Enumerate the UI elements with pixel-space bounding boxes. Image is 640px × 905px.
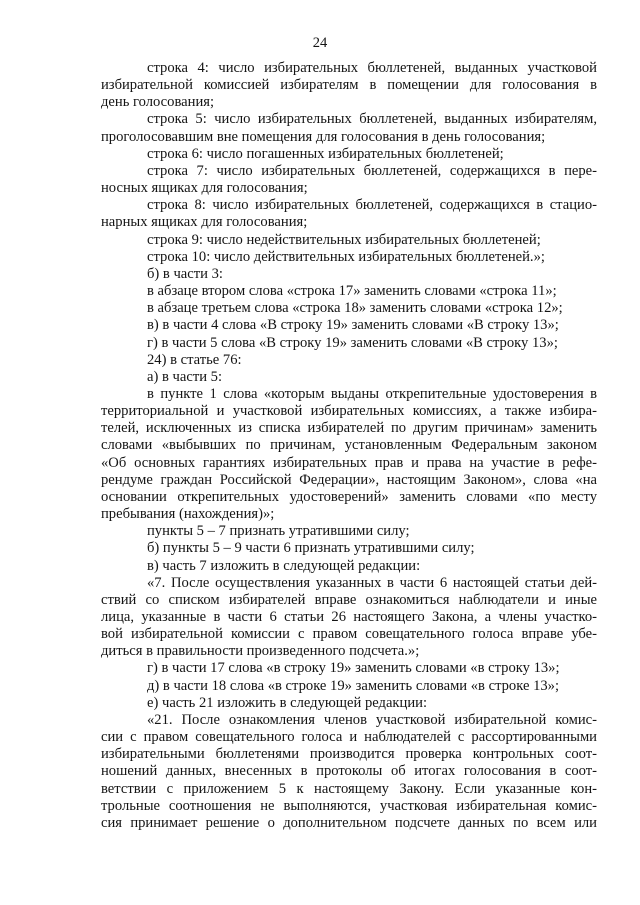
text-line: избирательной комиссией избирателям в помещении для голосования в xyxy=(101,77,597,94)
text-line: избирательными бюллетенями производится проверка контрольных соот- xyxy=(101,746,597,763)
text-line: сии с правом совещательного голоса и наблюдателей с рассортированными xyxy=(101,729,597,746)
text-line: в абзаце втором слова «строка 17» заменить словами «строка 11»; xyxy=(147,283,557,300)
text-line: в пункте 1 слова «которым выданы открепительные удостоверения в xyxy=(147,385,597,402)
page-number: 24 xyxy=(312,35,328,51)
text-line: г) в части 17 слова «в строку 19» заменить словами «в строку 13»; xyxy=(147,660,560,677)
text-line: диться в правильности произведенного подсчета.»; xyxy=(101,643,420,660)
text-line: «Об основных гарантиях избирательных прав и права на участие в рефе- xyxy=(101,454,597,471)
text-line: ношений данных, внесенных в протоколы об итогах голосования в соот- xyxy=(101,763,597,780)
text-line: б) в части 3: xyxy=(147,265,223,282)
text-line: носных ящиках для голосования; xyxy=(101,180,308,197)
text-line: в абзаце третьем слова «строка 18» заменить словами «строка 12»; xyxy=(147,300,563,317)
text-line: трольные соотношения не выполняются, участковая избирательная комис- xyxy=(101,797,597,814)
text-line: строка 8: число избирательных бюллетеней, содержащихся в стацио- xyxy=(147,197,597,214)
text-line: а) в части 5: xyxy=(147,368,223,385)
text-line: рендуме граждан Российской Федерации», настоящим Законом», слова «на xyxy=(101,471,597,488)
text-line: «21. После ознакомления членов участковой избирательной комис- xyxy=(147,711,597,728)
text-line: ветствии с приложением 5 к настоящему Закону. Если указанные кон- xyxy=(101,780,597,797)
text-line: нарных ящиках для голосования; xyxy=(101,214,308,231)
text-line: е) часть 21 изложить в следующей редакции: xyxy=(147,694,428,711)
text-line: сия принимает решение о дополнительном подсчете данных по всем или xyxy=(101,814,597,831)
text-line: проголосовавшим вне помещения для голосования в день голосования; xyxy=(101,128,546,145)
text-line: в) в части 4 слова «В строку 19» заменить словами «В строку 13»; xyxy=(147,317,559,334)
text-line: г) в части 5 слова «В строку 19» заменить словами «В строку 13»; xyxy=(147,334,558,351)
text-line: д) в части 18 слова «в строке 19» заменить словами «в строке 13»; xyxy=(147,677,560,694)
text-line: строка 4: число избирательных бюллетеней, выданных участковой xyxy=(147,60,597,76)
document-body xyxy=(101,60,597,832)
text-line: строка 5: число избирательных бюллетеней, выданных избирателям, xyxy=(147,111,597,128)
text-line: б) пункты 5 – 9 части 6 признать утратившими силу; xyxy=(147,540,475,557)
text-line: в) часть 7 изложить в следующей редакции: xyxy=(147,557,421,574)
text-line: телей, исключенных из списка избирателей по другим причинам» заменить xyxy=(101,420,597,437)
text-line: пункты 5 – 7 признать утратившими силу; xyxy=(147,523,410,540)
text-line: строка 6: число погашенных избирательных бюллетеней; xyxy=(147,145,504,162)
text-line: лица, указанные в части 6 статьи 26 настоящего Закона, а члены участко- xyxy=(101,609,597,625)
text-line: строка 7: число избирательных бюллетеней, содержащихся в пере- xyxy=(147,162,597,179)
text-line: день голосования; xyxy=(101,94,215,111)
text-line: 24) в статье 76: xyxy=(147,351,242,368)
text-line: строка 10: число действительных избирательных бюллетеней.»; xyxy=(147,248,545,265)
text-line: ствий со списком избирателей вправе ознакомиться наблюдатели и иные xyxy=(101,591,597,608)
text-line: вой избирательной комиссии с правом совещательного голоса вправе убе- xyxy=(101,626,597,643)
text-line: основании открепительных удостоверений» заменить словами «по месту xyxy=(101,488,597,505)
text-line: пребывания (нахождения)»; xyxy=(101,506,275,523)
text-line: строка 9: число недействительных избирательных бюллетеней; xyxy=(147,231,541,248)
text-line: словами «выбывших по причинам, установленным Федеральным законом xyxy=(101,437,597,454)
text-line: территориальной и участковой избирательных комиссиях, а также избира- xyxy=(101,403,597,420)
text-line: «7. После осуществления указанных в части 6 настоящей статьи дей- xyxy=(147,574,597,591)
